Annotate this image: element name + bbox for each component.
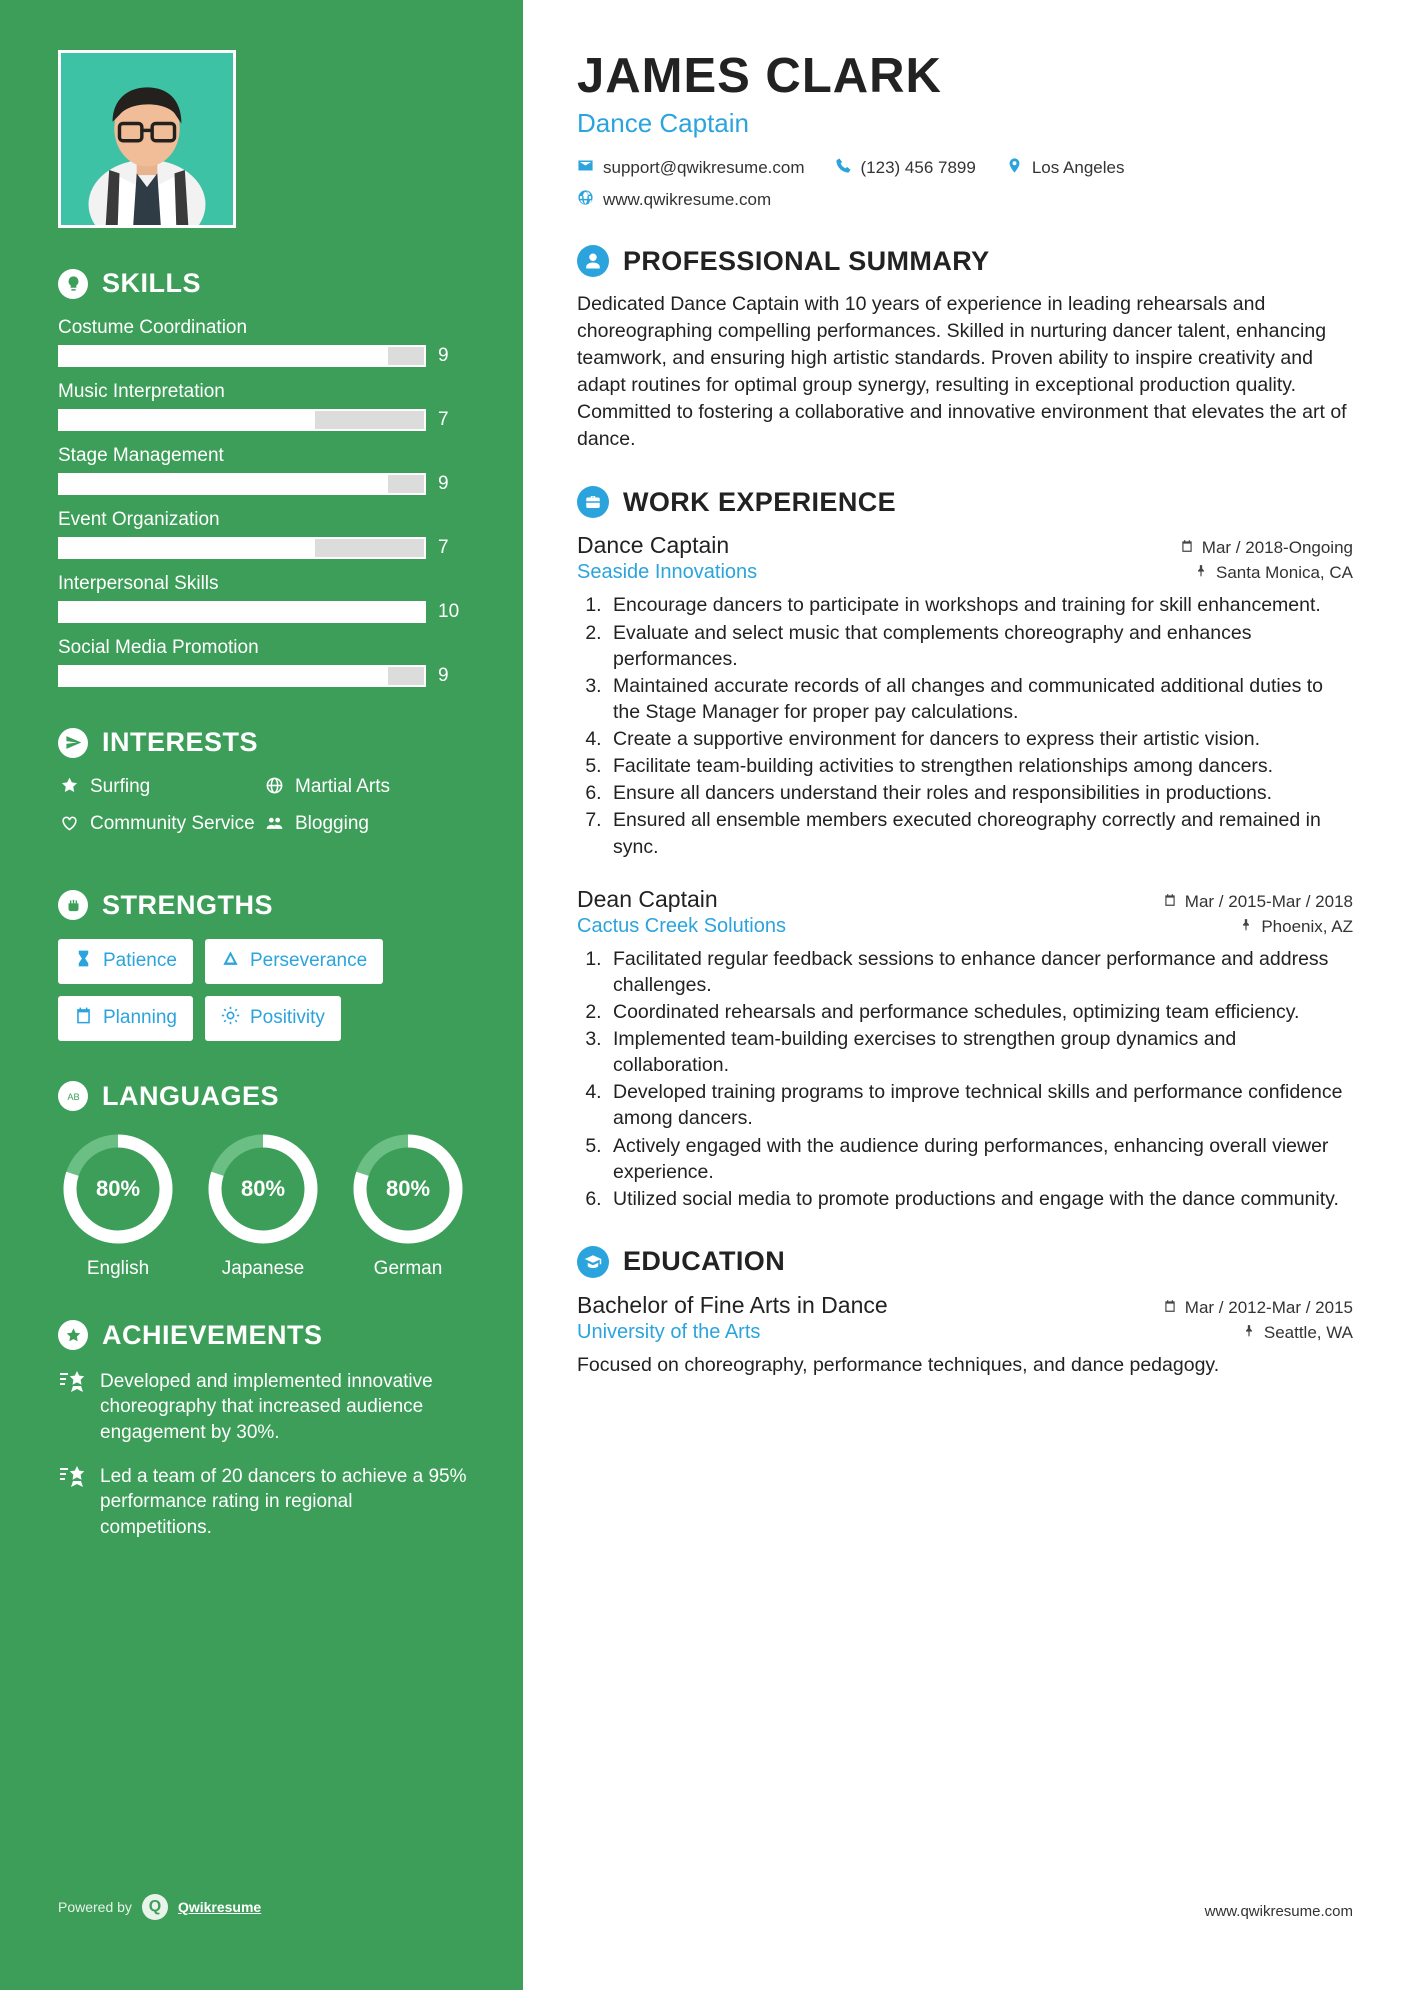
job-duty: 4. Developed training programs to improve technical skills and performance confidence among dancers.	[607, 1079, 1353, 1131]
phone-icon	[835, 157, 852, 179]
achievement-text: Led a team of 20 dancers to achieve a 95% performance rating in regional competitions.	[100, 1465, 467, 1538]
education-title: EDUCATION	[623, 1246, 786, 1277]
skill-bar	[58, 601, 426, 623]
job-duty: 6. Ensure all dancers understand their roles and responsibilities in productions.	[607, 780, 1353, 806]
achievement-item	[58, 1464, 468, 1541]
skill-name: Event Organization	[58, 509, 220, 530]
strength-chip	[205, 939, 383, 984]
contact-website[interactable]	[577, 189, 771, 211]
contact-email[interactable]	[577, 157, 805, 179]
achievements-title: ACHIEVEMENTS	[102, 1319, 323, 1350]
languages-list	[58, 1130, 468, 1280]
skills-title: SKILLS	[102, 268, 202, 298]
website-value: www.qwikresume.com	[603, 190, 772, 209]
sun-icon	[221, 1006, 240, 1031]
job-duty: 6. Utilized social media to promote productions and engage with the dance community.	[607, 1186, 1353, 1212]
skill-bar	[58, 665, 426, 687]
pin-icon	[1239, 917, 1253, 937]
badge-star-icon	[58, 1320, 88, 1350]
skill-value: 9	[438, 473, 449, 494]
location-value: Los Angeles	[1031, 158, 1125, 177]
phone-value: (123) 456 7899	[860, 158, 976, 177]
award-star-icon	[58, 1369, 88, 1446]
skill-name: Costume Coordination	[58, 317, 248, 338]
job-location-value: Santa Monica, CA	[1215, 563, 1353, 583]
skill-item	[58, 381, 468, 431]
skills-header	[58, 268, 468, 299]
people-icon	[263, 813, 285, 836]
achievements-list	[58, 1369, 468, 1541]
education-dates-value: Mar / 2012-Mar / 2015	[1184, 1297, 1353, 1317]
work-header	[577, 486, 1353, 518]
skills-list	[58, 317, 468, 687]
powered-by	[58, 1894, 261, 1920]
summary-title: PROFESSIONAL SUMMARY	[623, 245, 990, 276]
main-content	[523, 0, 1407, 1990]
strength-label: Positivity	[249, 1007, 325, 1029]
sidebar	[0, 0, 523, 1990]
education-section	[577, 1246, 1353, 1379]
interests-section	[58, 727, 468, 850]
achievements-header	[58, 1320, 468, 1351]
summary-text: Dedicated Dance Captain with 10 years of experience in leading rehearsals and choreographing compelling performances. Skilled in nurturing dancer talent, enhancing teamwork, and ensuring high artistic standards. Proven ability to inspire creativity and adapt routines for optimal group synergy, resulting in exceptional production quality. Committed to fostering a collaborative and innovative environment that elevates the art of dance.	[577, 293, 1347, 450]
skill-item	[58, 317, 468, 367]
calendar-icon	[1180, 538, 1194, 558]
job-dates	[1180, 538, 1353, 558]
language-item	[58, 1130, 178, 1280]
contact-location	[1006, 157, 1125, 179]
achievement-item	[58, 1369, 468, 1446]
award-star-icon	[58, 1464, 88, 1541]
hand-icon	[58, 813, 80, 836]
languages-section	[58, 1081, 468, 1280]
job-duty: 2. Coordinated rehearsals and performance schedules, optimizing team efficiency.	[607, 999, 1353, 1025]
translate-icon	[58, 1081, 88, 1111]
avatar	[58, 50, 236, 228]
language-name: English	[86, 1257, 150, 1279]
calendar-icon	[74, 1006, 93, 1031]
envelope-icon	[577, 157, 594, 179]
strength-label: Planning	[103, 1007, 177, 1029]
job-location	[1194, 563, 1353, 583]
svg-text:AB: AB	[66, 1091, 80, 1102]
job-role: Dance Captain	[577, 108, 749, 138]
strength-chip	[205, 996, 341, 1041]
skill-bar	[58, 537, 426, 559]
education-description: Focused on choreography, performance techniques, and dance pedagogy.	[577, 1353, 1220, 1376]
job-duty: 1. Facilitated regular feedback sessions to enhance dancer performance and address challenges.	[607, 946, 1353, 998]
strengths-section	[58, 890, 468, 1041]
skill-name: Social Media Promotion	[58, 637, 259, 658]
skill-value: 7	[438, 409, 449, 430]
pin-icon	[1242, 1323, 1256, 1343]
paper-plane-icon	[58, 728, 88, 758]
graduation-icon	[577, 1246, 609, 1278]
contact-info	[577, 157, 1353, 211]
interest-item	[263, 776, 468, 799]
portrait-illustration	[61, 53, 233, 225]
contact-phone[interactable]	[835, 157, 976, 179]
job-dates-value: Mar / 2015-Mar / 2018	[1184, 891, 1353, 911]
powered-by-label: Powered by	[58, 1899, 132, 1915]
job-company: Cactus Creek Solutions	[577, 914, 786, 937]
skill-item	[58, 573, 468, 623]
education-location-value: Seattle, WA	[1263, 1322, 1353, 1342]
strengths-header	[58, 890, 468, 921]
fist-icon	[58, 890, 88, 920]
skill-value: 9	[438, 665, 449, 686]
job-location	[1239, 917, 1353, 937]
job-duty: 3. Implemented team-building exercises to strengthen group dynamics and collaboration.	[607, 1026, 1353, 1078]
language-progress-ring	[204, 1130, 322, 1248]
email-value: support@qwikresume.com	[603, 158, 805, 177]
skill-item	[58, 509, 468, 559]
language-name: Japanese	[221, 1257, 305, 1279]
strength-chip	[58, 996, 193, 1041]
education-location	[1242, 1323, 1353, 1343]
language-name: German	[373, 1257, 443, 1279]
skill-item	[58, 637, 468, 687]
interests-list	[58, 776, 468, 850]
globe-icon	[263, 776, 285, 799]
job-entry	[577, 532, 1353, 859]
languages-title: LANGUAGES	[102, 1080, 280, 1111]
skill-value: 7	[438, 537, 449, 558]
calendar-icon	[1163, 1298, 1177, 1318]
jobs-list	[577, 532, 1353, 1212]
achievement-text: Developed and implemented innovative choreography that increased audience engagement by 30%.	[100, 1370, 433, 1443]
job-location-value: Phoenix, AZ	[1261, 916, 1353, 936]
language-percent: 80%	[385, 1175, 431, 1201]
school-name: University of the Arts	[577, 1320, 761, 1343]
education-dates	[1163, 1298, 1353, 1318]
degree-name: Bachelor of Fine Arts in Dance	[577, 1291, 888, 1318]
interest-label: Surfing	[90, 776, 151, 797]
skill-name: Stage Management	[58, 445, 224, 466]
work-title: WORK EXPERIENCE	[623, 486, 897, 517]
language-progress-ring	[349, 1130, 467, 1248]
skill-value: 10	[438, 601, 460, 622]
job-dates-value: Mar / 2018-Ongoing	[1201, 538, 1353, 558]
language-item	[348, 1130, 468, 1280]
strength-label: Perseverance	[249, 950, 368, 972]
skill-item	[58, 445, 468, 495]
job-duty: 1. Encourage dancers to participate in workshops and training for skill enhancement.	[607, 592, 1353, 618]
interest-item	[58, 813, 263, 836]
skill-name: Interpersonal Skills	[58, 573, 219, 594]
skill-bar	[58, 473, 426, 495]
job-duty: 5. Facilitate team-building activities to strengthen relationships among dancers.	[607, 753, 1353, 779]
job-duty: 2. Evaluate and select music that complements choreography and enhances performances.	[607, 620, 1353, 672]
interest-label: Blogging	[295, 812, 369, 834]
qwikresume-link[interactable]: Qwikresume	[177, 1899, 262, 1915]
interest-item	[58, 776, 263, 799]
job-title: Dean Captain	[577, 885, 718, 912]
education-entry	[577, 1292, 1353, 1379]
summary-header	[577, 245, 1353, 277]
interest-label: Martial Arts	[295, 776, 391, 797]
skills-section	[58, 268, 468, 687]
strength-label: Patience	[103, 950, 177, 972]
language-percent: 80%	[95, 1175, 141, 1201]
job-duty: 5. Actively engaged with the audience during performances, enhancing overall viewer experience.	[607, 1133, 1353, 1185]
job-duties-list	[607, 946, 1353, 1212]
strengths-list	[58, 939, 468, 1041]
qwikresume-logo-icon: Q	[142, 1894, 168, 1920]
lightbulb-icon	[58, 269, 88, 299]
footer-website: www.qwikresume.com	[1204, 1903, 1353, 1920]
interest-label: Community Service	[90, 812, 255, 834]
language-progress-ring	[59, 1130, 177, 1248]
job-company: Seaside Innovations	[577, 561, 758, 584]
skill-value: 9	[438, 345, 449, 366]
work-experience-section	[577, 486, 1353, 1212]
strengths-title: STRENGTHS	[102, 889, 274, 920]
job-entry	[577, 886, 1353, 1212]
chart-icon	[221, 949, 240, 974]
job-duty: 7. Ensured all ensemble members executed choreography correctly and remained in sync.	[607, 807, 1353, 859]
language-percent: 80%	[240, 1175, 286, 1201]
job-duties-list	[607, 592, 1353, 859]
language-item	[203, 1130, 323, 1280]
job-dates	[1163, 892, 1353, 912]
globe-icon	[577, 189, 594, 211]
education-header	[577, 1246, 1353, 1278]
professional-summary-section	[577, 245, 1353, 452]
achievements-section	[58, 1320, 468, 1541]
map-pin-icon	[1006, 157, 1023, 179]
strength-chip	[58, 939, 193, 984]
job-duty: 4. Create a supportive environment for dancers to express their artistic vision.	[607, 726, 1353, 752]
skill-bar	[58, 409, 426, 431]
pin-icon	[1194, 563, 1208, 583]
briefcase-icon	[577, 486, 609, 518]
job-title: Dance Captain	[577, 532, 730, 559]
skill-bar	[58, 345, 426, 367]
user-icon	[577, 245, 609, 277]
job-duty: 3. Maintained accurate records of all changes and communicated additional duties to the Stage Manager for proper pay calculations.	[607, 673, 1353, 725]
hourglass-icon	[74, 949, 93, 974]
interest-item	[263, 813, 468, 836]
star-icon	[58, 776, 80, 799]
skill-name: Music Interpretation	[58, 381, 225, 402]
interests-header	[58, 727, 468, 758]
calendar-icon	[1163, 892, 1177, 912]
page-title: JAMES CLARK	[577, 49, 942, 103]
languages-header	[58, 1081, 468, 1112]
interests-title: INTERESTS	[102, 727, 259, 757]
